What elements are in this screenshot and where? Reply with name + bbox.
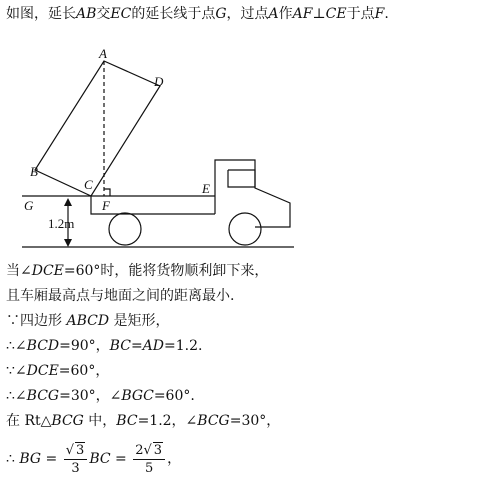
rear-wheel [109,213,141,245]
label-c: C [84,177,93,192]
label-a: A [99,46,107,61]
text: ∴ [6,451,20,467]
segment-bc: BC [116,413,138,429]
fraction-numerator: 2√ 3 [133,442,165,460]
angle-dce: DCE [26,363,59,379]
text: = [130,338,143,354]
fraction-denominator: 5 [145,460,154,476]
rectangle-abcd [35,61,160,196]
arrow-up-icon [64,198,72,206]
text: =60°. [153,388,195,404]
fraction-numerator: √ 3 [64,442,88,460]
text: 的延长线于点 [131,6,216,22]
text: 是矩形， [109,313,170,329]
solution-line-7 [6,411,280,431]
front-wheel [229,213,261,245]
segment-ad: AD [142,338,165,354]
segment-ce: CE [325,6,347,22]
text: ∴∠ [6,388,27,404]
label-e: E [202,181,210,196]
equals: = [41,451,62,467]
fraction-denominator: 3 [71,460,80,476]
segment-ec: EC [110,6,132,22]
segment-bc: BC [109,338,131,354]
text: =30°， [229,413,281,429]
segment-ab: AB [76,6,97,22]
angle-bcg: BCG [26,388,60,404]
sqrt-radicand: 3 [153,442,163,458]
angle-bcd: BCD [26,338,60,354]
text: ∵四边形 [6,313,67,329]
text: 且车厢最高点与地面之间的距离最小. [6,288,235,304]
angle-bgc: BGC [121,388,154,404]
fraction-sqrt3-over-3 [64,442,88,477]
segment-bc: BC [89,451,111,467]
text: =1.2. [164,338,203,354]
label-b: B [30,164,38,179]
segment-af: AF [292,6,313,22]
text: =60°时，能将货物顺利卸下来， [63,263,269,279]
rect-abcd: ABCD [66,313,110,329]
solution-line-2 [6,286,234,306]
text: ， [167,451,182,467]
truck-diagram [0,38,320,260]
text: 如图，延长 [6,6,76,22]
text: ，过点 [226,6,269,22]
point-g: G [215,6,227,22]
text: 于点 [346,6,375,22]
angle-bcg: BCG [197,413,230,429]
right-angle-mark [104,189,110,196]
height-label: 1.2m [48,216,75,231]
text: =30°，∠ [59,388,122,404]
point-a: A [268,6,279,22]
text: =1.2，∠ [137,413,198,429]
segment-bg: BG [19,451,42,467]
solution-line-5 [6,361,109,381]
point-f: F [374,6,385,22]
intro-line [6,4,389,24]
perp-symbol: ⊥ [312,6,326,22]
text: =60°， [58,363,110,379]
cab-window [228,170,255,187]
equals: = [110,451,132,467]
text: 中， [83,413,117,429]
text: . [384,6,389,22]
text: 当∠ [6,263,32,279]
text: ∴∠ [6,338,27,354]
label-g: G [24,198,34,213]
solution-line-6 [6,386,195,406]
angle-dce: DCE [31,263,64,279]
text: ∵∠ [6,363,27,379]
label-f: F [102,198,110,213]
solution-line-4 [6,336,202,356]
coefficient: 2 [135,442,144,458]
text: 作 [278,6,293,22]
text: 交 [96,6,111,22]
triangle-bcg: BCG [51,413,84,429]
sqrt-radicand: 3 [76,442,85,458]
label-d: D [154,74,164,89]
solution-line-8 [6,440,181,478]
solution-line-1 [6,261,268,281]
fraction-2sqrt3-over-5 [133,442,165,477]
text: =90°， [59,338,110,354]
text: 在 Rt△ [6,413,52,429]
solution-line-3 [6,311,170,331]
arrow-down-icon [64,239,72,247]
